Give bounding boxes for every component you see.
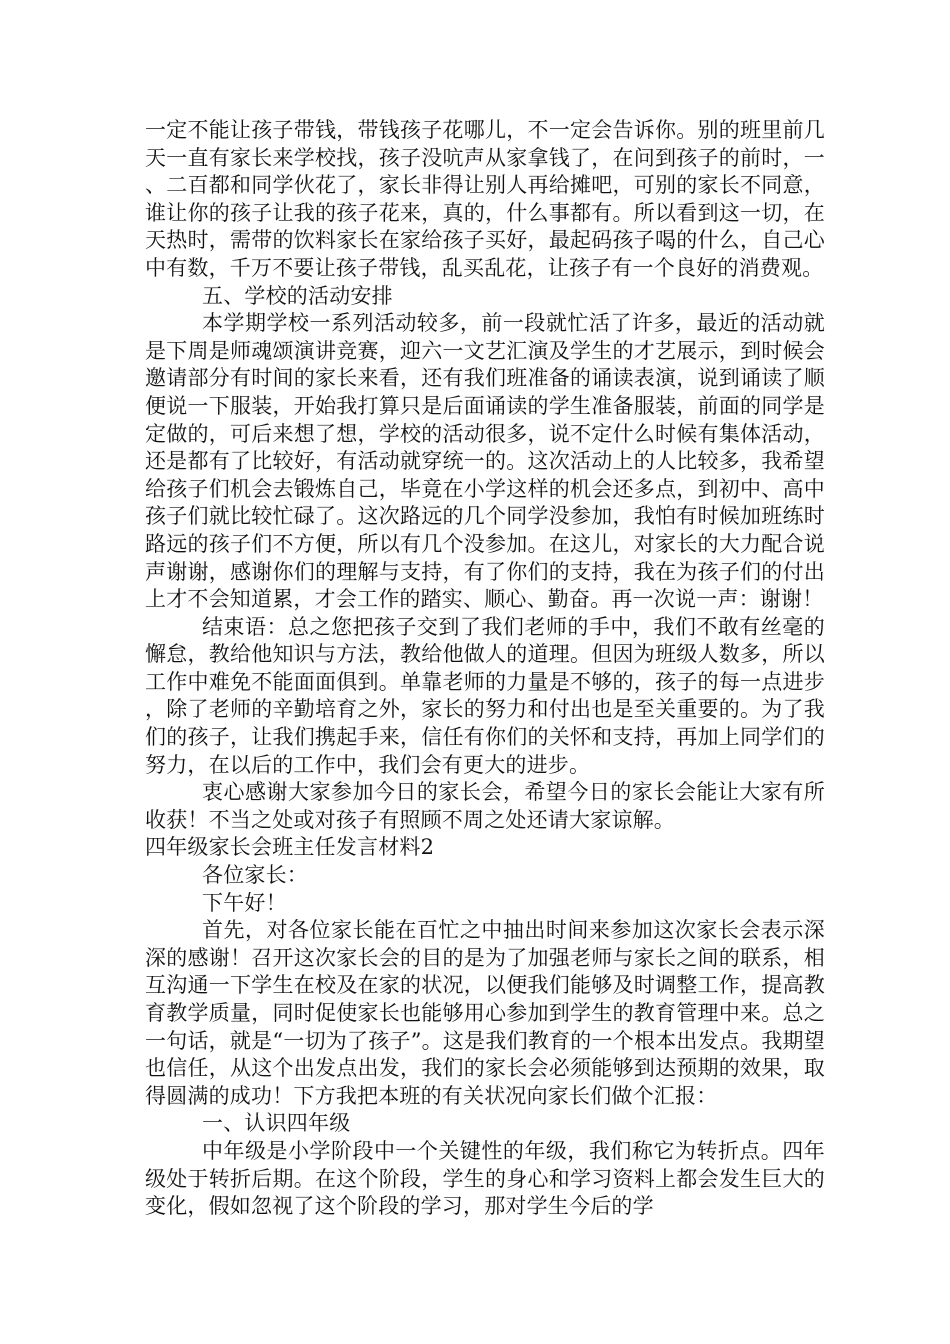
document-page (145, 117, 825, 1221)
document-title-2: 四年级家长会班主任发言材料2 (145, 835, 435, 860)
paragraph-activities: 本学期学校一系列活动较多，前一段就忙活了许多，最近的活动就是下周是师魂颂演讲竞赛，迎六一文艺汇演及学生的才艺展示，到时候会邀请部分有时间的家长来看，还有我们班准备的诵读表演，说到诵读了顺便说一下服装，开始我打算只是后面诵读的学生准备服装，前面的同学是定做的，可后来想了想，学校的活动很多，说不定什么时候有集体活动，还是都有了比较好，有活动就穿统一的。这次活动上的人比较多，我希望给孩子们机会去锻炼自己，毕竟在小学这样的机会还多点，到初中、高中孩子们就比较忙碌了。这次路远的几个同学没参加，我怕有时候加班练时路远的孩子们不方便，所以有几个没参加。在这儿，对家长的大力配合说声谢谢，感谢你们的理解与支持，有了你们的支持，我在为孩子们的付出上才不会知道累，才会工作的踏实、顺心、勤奋。再一次说一声：谢谢！ (145, 311, 825, 612)
paragraph-spending-advice: 一定不能让孩子带钱，带钱孩子花哪儿，不一定会告诉你。别的班里前几天一直有家长来学校找，孩子没吭声从家拿钱了，在问到孩子的前时，一、二百都和同学伙花了，家长非得让别人再给摊吧，可别的家长不同意，谁让你的孩子让我的孩子花来，真的，什么事都有。所以看到这一切，在天热时，需带的饮料家长在家给孩子买好，最起码孩子喝的什么，自己心中有数，千万不要让孩子带钱，乱买乱花，让孩子有一个良好的消费观。 (145, 118, 825, 280)
paragraph-introduction: 首先，对各位家长能在百忙之中抽出时间来参加这次家长会表示深深的感谢！召开这次家长会的目的是为了加强老师与家长之间的联系，相互沟通一下学生在校及在家的状况，以便我们能够及时调整工作，提高教育教学质量，同时促使家长也能够用心参加到学生的教育管理中来。总之一句话，就是“一切为了孩子”。这是我们教育的一个根本出发点。我期望也信任，从这个出发点出发，我们的家长会必须能够到达预期的效果，取得圆满的成功！下方我把本班的有关状况向家长们做个汇报： (145, 918, 825, 1108)
paragraph-thanks: 衷心感谢大家参加今日的家长会，希望今日的家长会能让大家有所收获！不当之处或对孩子有照顾不周之处还请大家谅解。 (145, 780, 825, 832)
greeting: 下午好！ (202, 890, 287, 915)
paragraph-closing-remarks: 结束语：总之您把孩子交到了我们老师的手中，我们不敢有丝毫的懈怠，教给他知识与方法，教给他做人的道理。但因为班级人数多，所以工作中难免不能面面俱到。单靠老师的力量是不够的，孩子的每一点进步，除了老师的辛勤培育之外，家长的努力和付出也是至关重要的。为了我们的孩子，让我们携起手来，信任有你们的关怀和支持，再加上同学们的努力，在以后的工作中，我们会有更大的进步。 (145, 614, 825, 777)
section-heading-grade-four: 一、认识四年级 (202, 1111, 351, 1136)
paragraph-grade-four: 中年级是小学阶段中一个关键性的年级，我们称它为转折点。四年级处于转折后期。在这个阶段，学生的身心和学习资料上都会发生巨大的变化，假如忽视了这个阶段的学习，那对学生今后的学 (145, 1138, 825, 1219)
section-heading-activities: 五、学校的活动安排 (202, 283, 393, 308)
salutation: 各位家长： (202, 863, 308, 888)
